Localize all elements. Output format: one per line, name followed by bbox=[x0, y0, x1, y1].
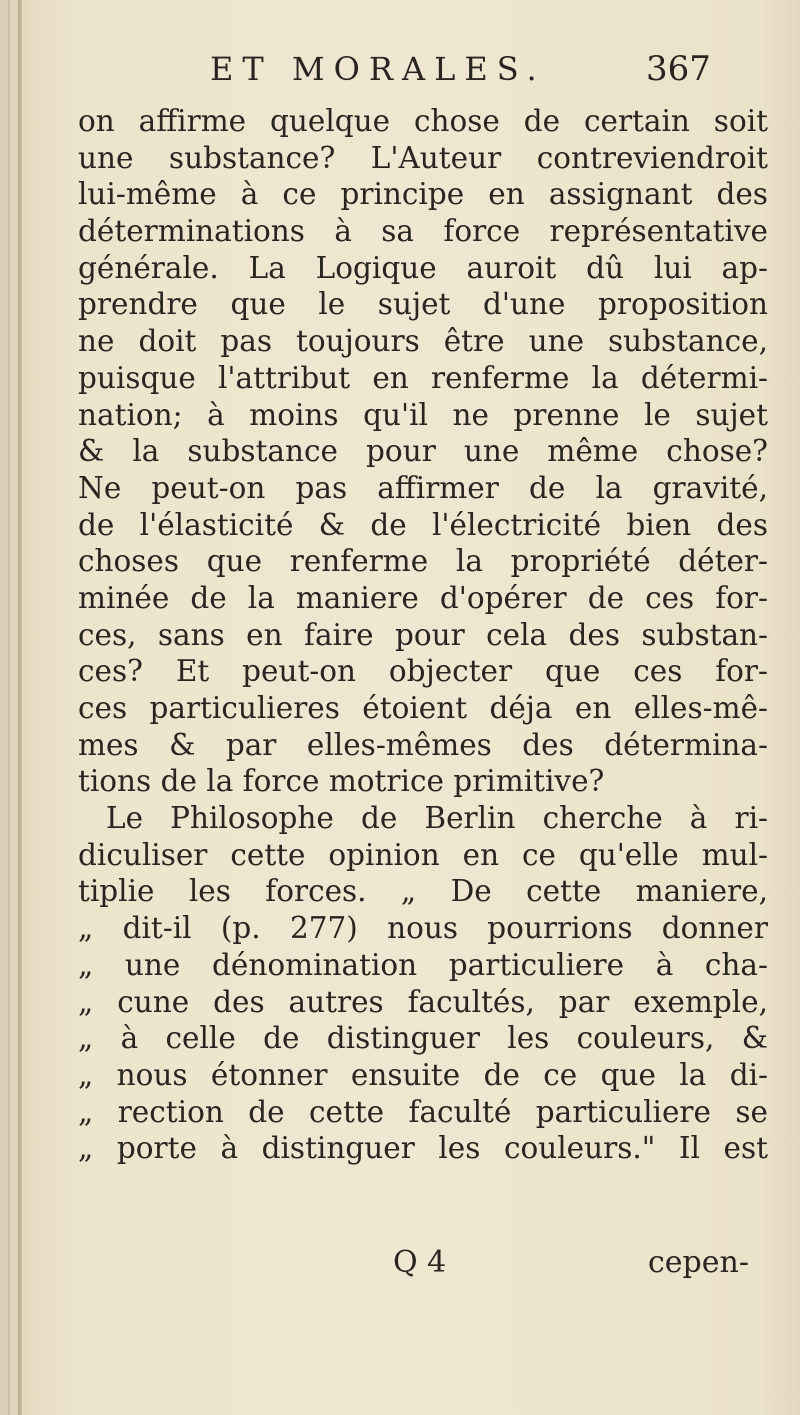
text-line: ne doit pas toujours être une substance, bbox=[78, 324, 768, 359]
text-line: déterminations à sa force représentative bbox=[78, 214, 768, 249]
page-number: 367 bbox=[646, 49, 711, 89]
text-line-quote: „ dit-il (p. 277) nous pourrions donner bbox=[78, 911, 768, 946]
text-line: tiplie les forces. „ De cette maniere, bbox=[78, 874, 768, 909]
text-line: nation; à moins qu'il ne prenne le sujet bbox=[78, 397, 768, 432]
text-line-quote: „ à celle de distinguer les couleurs, & bbox=[78, 1021, 768, 1056]
text-line: de l'élasticité & de l'électricité bien des bbox=[78, 507, 768, 542]
text-line-quote: „ rection de cette faculté particuliere se bbox=[78, 1094, 768, 1129]
text-line: on affirme quelque chose de certain soit bbox=[78, 104, 768, 138]
text-line: choses que renferme la propriété déter- bbox=[78, 544, 768, 579]
running-head: ET MORALES. bbox=[210, 50, 546, 88]
text-line: prendre que le sujet d'une proposition bbox=[78, 287, 768, 322]
catchword: cepen- bbox=[648, 1245, 749, 1280]
binding-edge bbox=[8, 0, 10, 1415]
text-line: minée de la maniere d'opérer de ces for- bbox=[78, 580, 768, 615]
text-line-quote: „ une dénomination particuliere à cha- bbox=[78, 947, 768, 982]
text-line: lui-même à ce principe en assignant des bbox=[78, 177, 768, 212]
text-line: mes & par elles-mêmes des détermina- bbox=[78, 727, 768, 762]
text-line: une substance? L'Auteur contreviendroit bbox=[78, 140, 768, 175]
text-line: Ne peut-on pas affirmer de la gravité, bbox=[78, 470, 768, 505]
signature-mark: Q 4 bbox=[393, 1245, 447, 1280]
text-line: ces particulieres étoient déja en elles-mê- bbox=[78, 691, 768, 725]
text-line: diculiser cette opinion en ce qu'elle mul- bbox=[78, 837, 768, 872]
text-line: & la substance pour une même chose? bbox=[78, 434, 768, 469]
text-line: ces, sans en faire pour cela des substan- bbox=[78, 617, 768, 652]
text-line: générale. La Logique auroit dû lui ap- bbox=[78, 250, 768, 285]
text-line: puisque l'attribut en renferme la détermi- bbox=[78, 360, 768, 395]
text-line-quote: „ nous étonner ensuite de ce que la di- bbox=[78, 1057, 768, 1092]
body-text bbox=[78, 103, 768, 1167]
text-line-paragraph-start: Le Philosophe de Berlin cherche à ri- bbox=[106, 801, 768, 836]
text-line-quote: „ porte à distinguer les couleurs." Il est bbox=[78, 1131, 768, 1166]
text-line: tions de la force motrice primitive? bbox=[78, 764, 605, 799]
text-line-quote: „ cune des autres facultés, par exemple, bbox=[78, 984, 768, 1019]
text-line: ces? Et peut-on objecter que ces for- bbox=[78, 654, 768, 689]
page-header bbox=[0, 44, 800, 94]
binding-gutter bbox=[18, 0, 22, 1415]
page-footer bbox=[0, 1243, 800, 1283]
